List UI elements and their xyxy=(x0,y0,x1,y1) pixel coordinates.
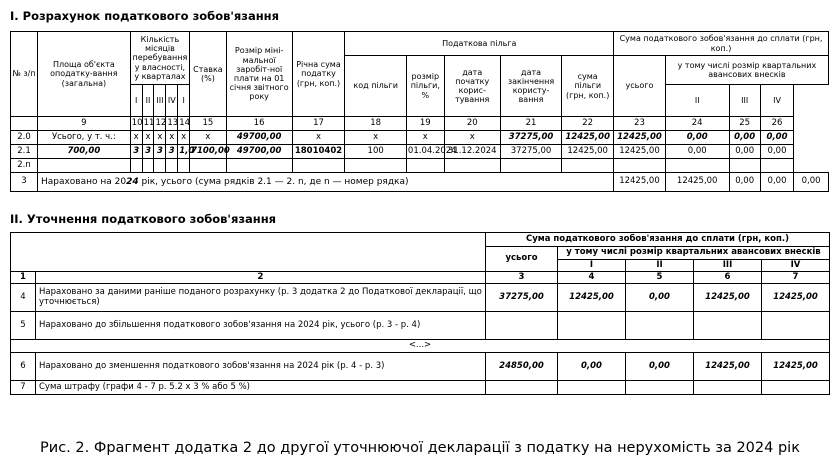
cell: x xyxy=(345,131,407,145)
col-number: 14 xyxy=(178,117,190,131)
row-2-1 xyxy=(11,145,829,159)
hdr-rate: Ставка (%) xyxy=(190,32,227,117)
cell xyxy=(558,312,626,340)
hdr2-total: усього xyxy=(486,247,558,272)
row-num: 2.0 xyxy=(11,131,38,145)
hdr2-incl: у тому числі розмір квартальних авансових внесків xyxy=(558,247,830,260)
cell: 0,00 xyxy=(626,353,694,381)
hdr-months: Кількість місяців перебування у власності, у кварталах xyxy=(130,32,189,85)
cell xyxy=(486,381,558,395)
cell: 0,00 xyxy=(729,173,760,192)
row-num: 7 xyxy=(11,381,36,395)
hdr-payable: Сума податкового зобов'язання до сплати (грн, коп.) xyxy=(614,32,829,56)
cell xyxy=(558,381,626,395)
cell: 7100,00 xyxy=(190,145,227,159)
row-7 xyxy=(11,381,830,395)
header-blank xyxy=(11,233,486,272)
col-number-blank xyxy=(11,117,38,131)
cell: x xyxy=(154,131,166,145)
row-label: Нараховано до збільшення податкового зобов'язання на 2024 рік, усього (р. 3 - р. 4) xyxy=(36,312,486,340)
hdr-pay-q2: II xyxy=(665,85,729,117)
hdr-min-salary: Розмір міні-мальної заробіт-ної плати на 01 січня звітного року xyxy=(226,32,292,117)
hdr2-q2: II xyxy=(626,260,694,272)
col-number: 20 xyxy=(444,117,500,131)
col-number: 11 xyxy=(142,117,154,131)
col-number: 19 xyxy=(406,117,444,131)
hdr-num: № з/п xyxy=(11,32,38,117)
cell xyxy=(626,381,694,395)
hdr-pay-q3: III xyxy=(729,85,760,117)
cell: 18010402 xyxy=(292,145,345,159)
row-3-label: Нараховано на 2024 рік, усього (сума рядків 2.1 — 2. n, де n — номер рядка) xyxy=(37,173,613,192)
cell: 0,00 xyxy=(760,173,793,192)
cell: 12425,00 xyxy=(665,173,729,192)
row-label: Нараховано за даними раніше поданого розрахунку (р. 3 додатка 2 до Податкової декларації, що уточнюється) xyxy=(36,284,486,312)
cell: 12425,00 xyxy=(614,131,666,145)
cell xyxy=(762,381,830,395)
row-2-n xyxy=(11,159,829,173)
col-number: 2 xyxy=(36,272,486,284)
hdr-total: усього xyxy=(614,56,666,117)
cell: 37275,00 xyxy=(500,145,562,159)
cell: x xyxy=(178,131,190,145)
cell: x xyxy=(406,131,444,145)
col-number: 24 xyxy=(665,117,729,131)
cell: 12425,00 xyxy=(762,353,830,381)
cell: 3 xyxy=(142,145,154,159)
hdr-pay-q4: IV xyxy=(760,85,793,117)
col-number: 22 xyxy=(562,117,614,131)
cell xyxy=(694,381,762,395)
hdr-benefit-size: розмір пільги, % xyxy=(406,56,444,117)
col-number-row xyxy=(11,117,829,131)
col-number: 17 xyxy=(292,117,345,131)
cell: 3 xyxy=(130,145,142,159)
cell: x xyxy=(166,131,178,145)
hdr-pay-q1: I xyxy=(178,85,190,117)
row-3 xyxy=(11,173,829,192)
cell: 49700,00 xyxy=(226,145,292,159)
cell xyxy=(694,312,762,340)
cell xyxy=(626,312,694,340)
hdr-benefit: Податкова пільга xyxy=(345,32,614,56)
hdr-benefit-sum: сума пільги (грн, коп.) xyxy=(562,56,614,117)
cell: 37275,00 xyxy=(500,131,562,145)
row-4 xyxy=(11,284,830,312)
hdr-benefit-code: код пільги xyxy=(345,56,407,117)
cell: x xyxy=(130,131,142,145)
tax-refinement-table xyxy=(10,232,830,395)
hdr-incl: у тому числі розмір квартальних авансових внесків xyxy=(665,56,828,85)
cell: 1,0 xyxy=(178,145,190,159)
cell: 0,00 xyxy=(665,145,729,159)
col-number: 12 xyxy=(154,117,166,131)
cell: 24850,00 xyxy=(486,353,558,381)
hdr-annual-sum: Річна сума податку (грн, коп.) xyxy=(292,32,345,117)
col-number: 10 xyxy=(130,117,142,131)
col-number: 16 xyxy=(226,117,292,131)
cell: 0,00 xyxy=(626,284,694,312)
col-number: 4 xyxy=(558,272,626,284)
col-number: 5 xyxy=(626,272,694,284)
col-number: 18 xyxy=(345,117,407,131)
row-label: Сума штрафу (графи 4 - 7 р. 5.2 х 3 % або 5 %) xyxy=(36,381,486,395)
col-number: 23 xyxy=(614,117,666,131)
row-5 xyxy=(11,312,830,340)
cell: x xyxy=(142,131,154,145)
cell: 0,00 xyxy=(665,131,729,145)
ellipsis: <...> xyxy=(11,340,830,353)
hdr2-q3: III xyxy=(694,260,762,272)
col-number: 6 xyxy=(694,272,762,284)
cell: 12425,00 xyxy=(562,131,614,145)
hdr-month-q4: IV xyxy=(166,85,178,117)
row-label: Нараховано до зменшення податкового зобов'язання на 2024 рік (р. 4 - р. 3) xyxy=(36,353,486,381)
cell xyxy=(762,312,830,340)
col-number: 9 xyxy=(37,117,130,131)
col-number: 25 xyxy=(729,117,760,131)
cell: 12425,00 xyxy=(694,284,762,312)
cell: x xyxy=(190,131,227,145)
cell: 0,00 xyxy=(794,173,829,192)
cell: 3 xyxy=(154,145,166,159)
row-num: 2.1 xyxy=(11,145,38,159)
cell: 12425,00 xyxy=(762,284,830,312)
ellipsis-row xyxy=(11,340,830,353)
row-num: 3 xyxy=(11,173,38,192)
cell: 12425,00 xyxy=(614,173,666,192)
hdr2-payable: Сума податкового зобов'язання до сплати (грн, коп.) xyxy=(486,233,830,247)
hdr2-q1: I xyxy=(558,260,626,272)
cell: x xyxy=(444,131,500,145)
hdr-month-q3: III xyxy=(154,85,166,117)
col-number: 1 xyxy=(11,272,36,284)
cell: 01.04.2024 xyxy=(406,145,444,159)
row-6 xyxy=(11,353,830,381)
tax-calculation-table xyxy=(10,31,829,192)
row-num: 2.n xyxy=(11,159,38,173)
cell: 100 xyxy=(345,145,407,159)
section-1-title: І. Розрахунок податкового зобов'язання xyxy=(10,9,279,23)
cell: 0,00 xyxy=(760,145,793,159)
cell: 0,00 xyxy=(558,353,626,381)
hdr-month-q1: I xyxy=(130,85,142,117)
cell: 0,00 xyxy=(729,145,760,159)
col-number: 15 xyxy=(190,117,227,131)
cell: 12425,00 xyxy=(558,284,626,312)
col-number: 21 xyxy=(500,117,562,131)
row-num: 6 xyxy=(11,353,36,381)
section-2-title: ІІ. Уточнення податкового зобов'язання xyxy=(10,212,277,226)
cell: 12425,00 xyxy=(614,145,666,159)
figure-caption: Рис. 2. Фрагмент додатка 2 до другої уточнюючої декларації з податку на нерухомість за 2024 рік xyxy=(40,440,800,456)
col-number: 13 xyxy=(166,117,178,131)
hdr2-q4: IV xyxy=(762,260,830,272)
row-num: 4 xyxy=(11,284,36,312)
cell: 0,00 xyxy=(729,131,760,145)
cell: 49700,00 xyxy=(226,131,292,145)
cell: 3 xyxy=(166,145,178,159)
hdr-month-q2: II xyxy=(142,85,154,117)
cell: 0,00 xyxy=(760,131,793,145)
col-number-row-2 xyxy=(11,272,830,284)
hdr-area: Площа об'єкта оподатку-вання (загальна) xyxy=(37,32,130,117)
col-number: 3 xyxy=(486,272,558,284)
row-2-0 xyxy=(11,131,829,145)
cell: Усього, у т. ч.: xyxy=(37,131,130,145)
cell: 12425,00 xyxy=(562,145,614,159)
cell xyxy=(486,312,558,340)
col-number: 26 xyxy=(760,117,793,131)
row-num: 5 xyxy=(11,312,36,340)
cell: 700,00 xyxy=(37,145,130,159)
cell: 31.12.2024 xyxy=(444,145,500,159)
cell: 12425,00 xyxy=(694,353,762,381)
hdr-benefit-start: дата початку корис-тування xyxy=(444,56,500,117)
hdr-benefit-end: дата закінчення користу-вання xyxy=(500,56,562,117)
cell: x xyxy=(292,131,345,145)
cell: 37275,00 xyxy=(486,284,558,312)
col-number: 7 xyxy=(762,272,830,284)
